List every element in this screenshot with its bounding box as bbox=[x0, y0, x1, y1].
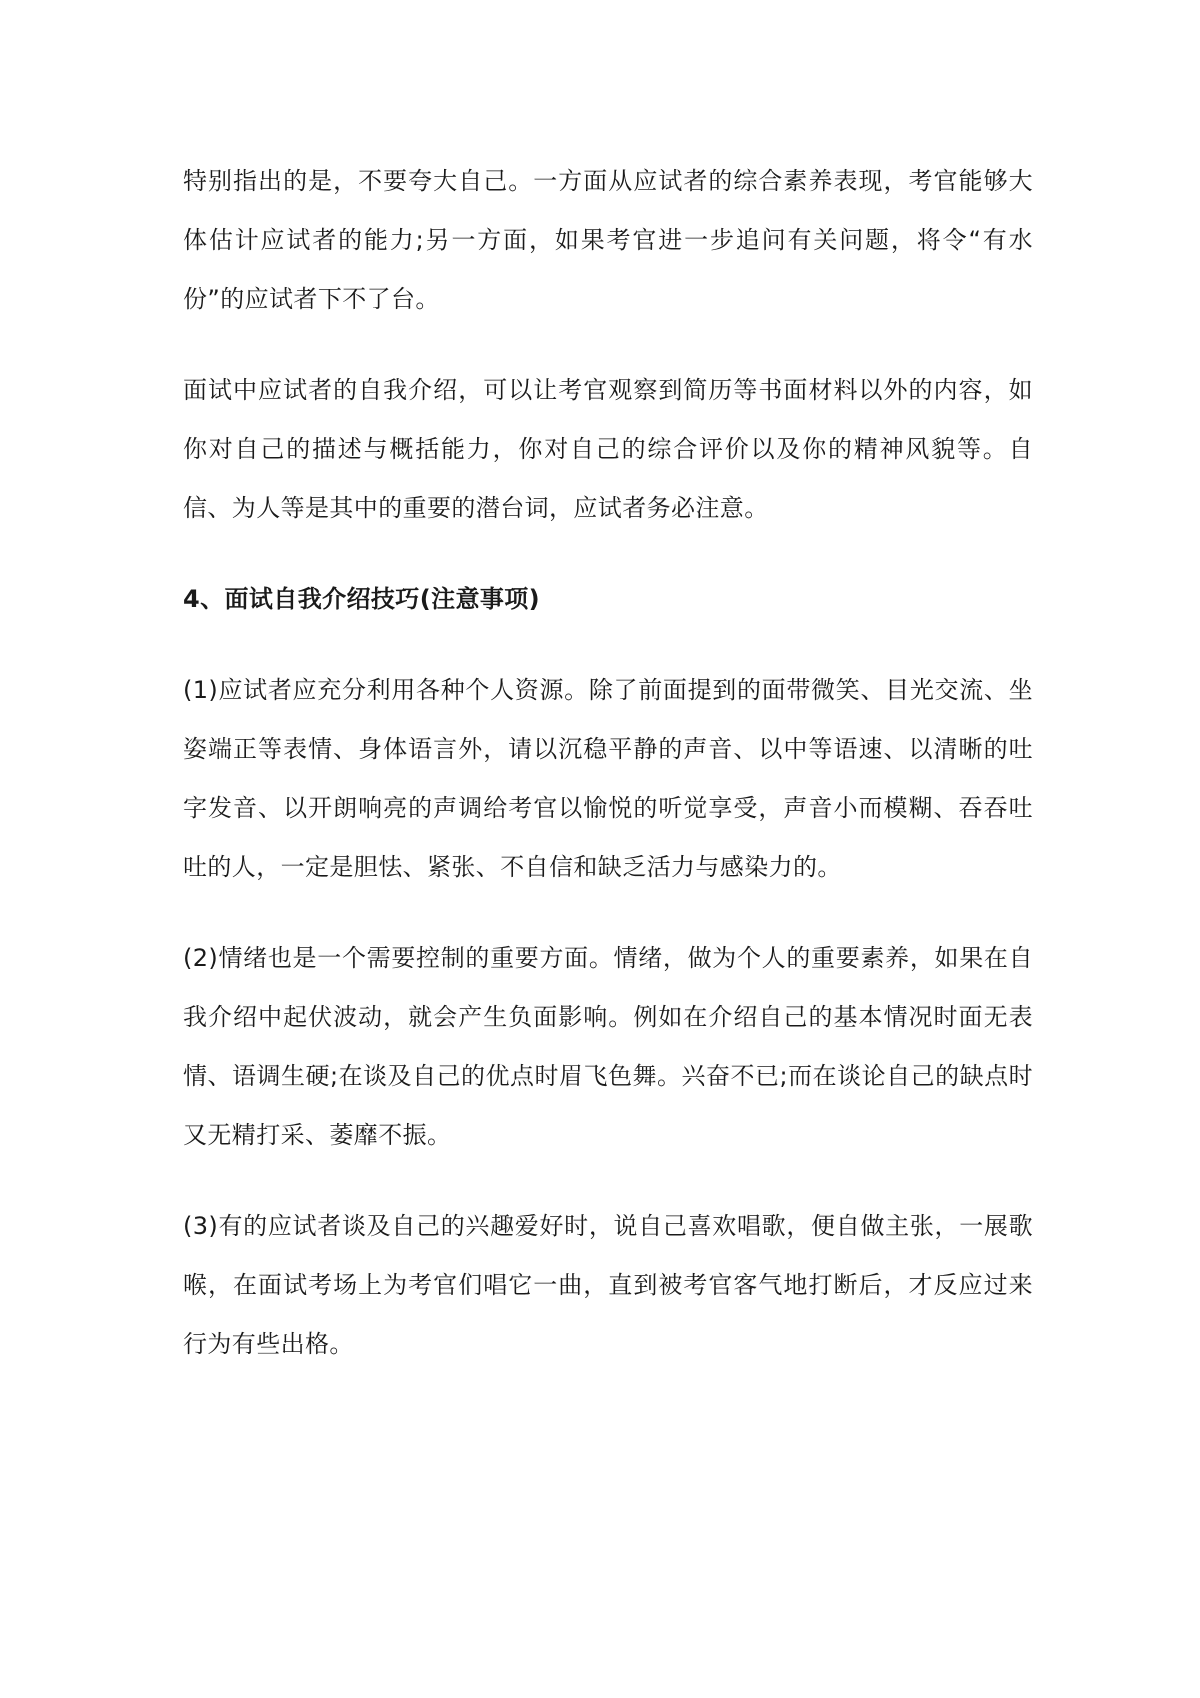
paragraph-self-introduction-value: 面试中应试者的自我介绍，可以让考官观察到简历等书面材料以外的内容，如你对自己的描述与概括能力，你对自己的综合评价以及你的精神风貌等。自信、为人等是其中的重要的潜台词，应试者务必注意。 bbox=[183, 376, 1033, 522]
tip-1-personal-resources: (1)应试者应充分利用各种个人资源。除了前面提到的面带微笑、目光交流、坐姿端正等表情、身体语言外，请以沉稳平静的声音、以中等语速、以清晰的吐字发音、以开朗响亮的声调给考官以愉悦的听觉享受，声音小而模糊、吞吞吐吐的人，一定是胆怯、紧张、不自信和缺乏活力与感染力的。 bbox=[183, 676, 1033, 881]
document-body bbox=[183, 152, 1033, 1406]
paragraph-no-exaggeration: 特别指出的是，不要夸大自己。一方面从应试者的综合素养表现，考官能够大体估计应试者的能力;另一方面，如果考官进一步追问有关问题，将令“有水份”的应试者下不了台。 bbox=[183, 167, 1033, 313]
section-heading: 4、面试自我介绍技巧(注意事项) bbox=[183, 585, 541, 613]
tip-2-emotion-control: (2)情绪也是一个需要控制的重要方面。情绪，做为个人的重要素养，如果在自我介绍中起伏波动，就会产生负面影响。例如在介绍自己的基本情况时面无表情、语调生硬;在谈及自己的优点时眉飞色舞。兴奋不已;而在谈论自己的缺点时又无精打采、萎靡不振。 bbox=[183, 944, 1033, 1149]
tip-3-hobbies: (3)有的应试者谈及自己的兴趣爱好时，说自己喜欢唱歌，便自做主张，一展歌喉，在面试考场上为考官们唱它一曲，直到被考官客气地打断后，才反应过来行为有些出格。 bbox=[183, 1212, 1033, 1358]
